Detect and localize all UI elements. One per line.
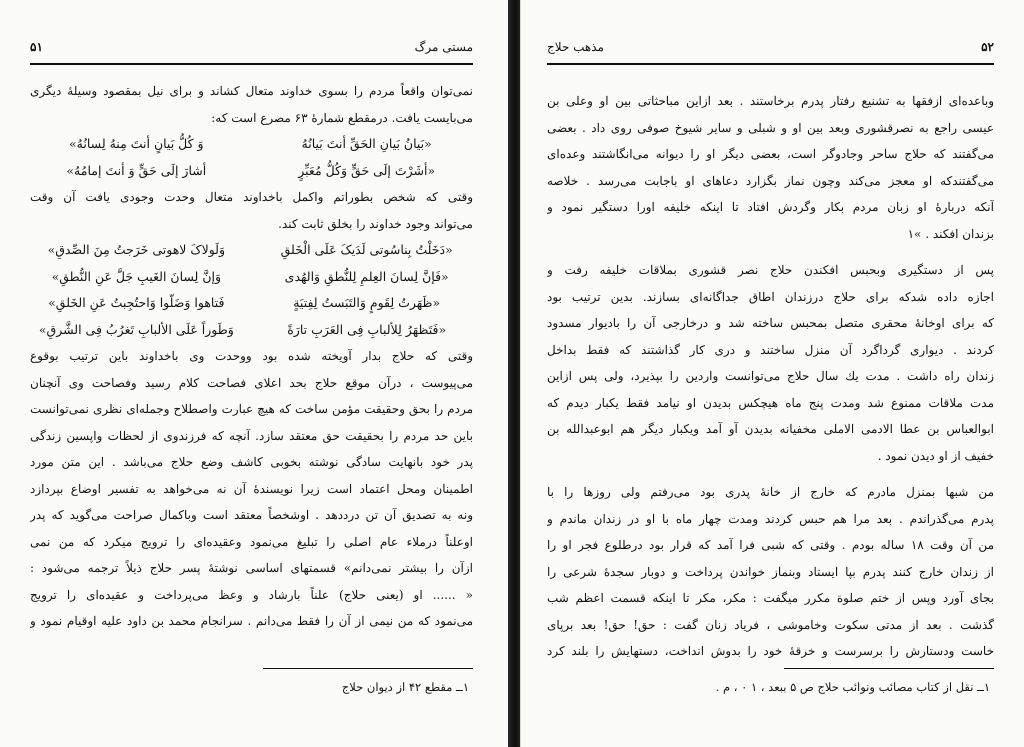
text-line: خاست ودستارش را برسرست و خرقهٔ خود را بدوش انداخت، دستهایش را بلند کرد	[547, 644, 994, 658]
text-line: می‌پیوست ، درآن موقع حلاج بحد اعلای فصاحت کلام رسید وفصاحت وی آنچنان	[30, 375, 473, 390]
text-line: اجازه داده شدکه برای حلاج درزندان اطاق جداگانه‌ای بسازند. بدین ترتیب بود	[547, 289, 994, 304]
text-line: می‌بایست یافت. درمقطع شمارهٔ ۶۳ مصرع است که:	[211, 110, 473, 125]
text-line: اطمینان ومحل اعتماد است زیرا نویسندهٔ آن نه می‌خواهد به تفسیر اوضاع بپردازد	[30, 481, 473, 496]
hemistich: وَ کُلُّ بَیانٍ أنتَ مِنهُ لِسانُهُ»	[69, 136, 204, 151]
hemistich: «فَإنَّ لِسانَ العِلمِ لِلنُّطقِ وَالهُدی	[284, 268, 449, 284]
hemistich: «دَخَلْتُ بِناسُوتی لَدَیکَ عَلَی الْخَلقِ	[280, 242, 453, 257]
text-line: می‌گفتندکه او معجز می‌کند وچون نماز بگزارد دعاهای او باجابت می‌رسد . خلاصه	[547, 173, 994, 188]
hemistich: فَتاهوا وَضَلّوا وَاحتُجِبتُ عَنِ الخَلقِ»	[48, 295, 225, 310]
page-number: ۵۲	[981, 40, 994, 54]
text-line: نمی‌توان واقعاً مردم را بسوی خداوند متعال کشاند و برای نیل بمقصود وسیلهٔ دیگری	[30, 84, 473, 98]
text-line: پدرم می‌گذراندم . بعد مرا هم حبس کردند ومدت چهار ماه با او در زندان ماندم و	[547, 511, 994, 526]
text-line: می‌گفتند که حلاج ساحر وجادوگر است، بعضی دیگر او را دیوانه می‌انگاشتند وعده‌ای	[547, 147, 994, 161]
text-line: وباعده‌ای ازفقها به تشنیع رفتار پدرم برخاستند . بعد ازاین مباحثاتی بین او وعلی بن	[547, 94, 994, 108]
text-line: مدت ملاقات ممنوع شد ومدت پنج ماه هیچکس بدیدن او نیامد فقط یکبار دیدم که	[547, 395, 994, 410]
footnote-rule	[263, 668, 473, 669]
text-line: اوعلناً درملاء عام اصلی را تبلیغ می‌نمود وعقیده‌ای را ترویج میکرد که من نمی	[30, 534, 473, 549]
text-line: از زندان خارج کنند پدرم بپا ایستاد وبنماز خواندن پرداخت و دوبار سجدهٔ شرعی را	[547, 564, 994, 579]
running-title: مذهب حلاج	[547, 40, 604, 54]
text-line: من آن وقت ۱۸ ساله بودم . وقتی که شبی فرا آمد که قرار بود درطلوع فجر او را	[547, 538, 994, 552]
text-line: ونه به تصدیق آن تن درددهد . اوشخصاً معتقد است وباکمال صراحت می‌گوید که پدر	[30, 508, 473, 522]
text-line: ابوالعباس بن عطا الادمی الاملی مخفیانه بدیدن آو آمد ویکبار دیگر هم ابوعبدالله بن	[547, 422, 994, 436]
right-page-body	[547, 88, 994, 665]
text-line: من شبها بمنزل مادرم که خارج از خانهٔ پدری بود می‌رفتم ولی روزها را با	[547, 485, 994, 499]
left-page	[0, 0, 510, 747]
verse	[30, 290, 473, 317]
header-rule	[30, 63, 473, 65]
text-line: وقتی که حلاج بدار آویخته شده بود ووحدت وی باخداوند باین ترتیب بوقوع	[30, 349, 473, 363]
text-line: عیسی راجع به نصرقشوری وبعد بین او و شبلی و سایر شیوخ صوفی روی داد . بعضی	[547, 120, 994, 135]
text-line: « ...... او (یعنی حلاج) علناً بارشاد و وعظ می‌پرداخت و عقیده‌ای را ترویج	[30, 587, 473, 602]
hemistich: «ظَهَرتُ لِقَومٍ وَالتَبَستُ لِفِتیَةٍ	[293, 295, 441, 310]
left-page-body	[30, 78, 473, 635]
right-page	[520, 0, 1024, 747]
hemistich: وَإنَّ لِسانَ الغَیبِ جَلَّ عَنِ النُّطقِ»	[51, 268, 222, 284]
header-rule	[547, 63, 994, 65]
verse	[30, 237, 473, 264]
hemistich: وَطَوراً عَلَی الألبابِ تَغرُبُ فِی الشَّرقِ»	[38, 321, 234, 337]
running-title: مستی مرگ	[414, 40, 473, 54]
hemistich: «بَیانُ بَیانِ الحَقِّ أنتَ بَیانُهُ	[301, 136, 432, 151]
text-line: ازآن را بیشتر نمی‌دانم» قسمتهای اساسی نوشتهٔ پسر حلاج ذیلاً ترجمه می‌شود :	[30, 561, 473, 575]
text-line: می‌نمود که من نیمی از آن را فقط می‌دانم . سرانجام محمد بن داود علیه اوقیام نمود و	[30, 614, 473, 628]
text-line: می‌تواند وجود خداوند را بخلق ثابت کند.	[278, 216, 473, 231]
hemistich: «فَتَظهَرُ لِلألبابِ فِی العَرَبِ تارَةً	[287, 321, 447, 337]
text-line: گذشت . بعد از مدتی سکوت وخاموشی ، فریاد زنان گفت : حق! حق! بعد برپای	[547, 617, 994, 632]
text-line: وقتی که شخص بطوراتم واکمل باخداوند متعال وحدت وجودی یافت آن وقت	[30, 190, 473, 204]
text-line: بجای آورد وپس از ختم صلوة مکرر میگفت : مکر، مکر تا اینکه قسمت اعظم شب	[547, 591, 994, 605]
text-line: بزندان افکند . »۱	[907, 226, 994, 241]
left-page-header	[30, 40, 473, 60]
page-number: ۵۱	[30, 40, 43, 54]
text-line: آنکه دربارهٔ او زبان مردم بکار وگردش افتاد تا اینکه خلیفه اورا دستگیر نمود و	[547, 200, 994, 214]
hemistich: «أشَرْتَ إلَی حَقٍّ وَکُلُّ مُعَبِّرٍ	[298, 162, 436, 178]
paragraph-gap	[547, 469, 994, 479]
text-line: زندان راه داشت . مدت یك سال حلاج می‌توانست واردین را بپذیرد، ولی پس ازاین	[547, 369, 994, 383]
text-line: پس از دستگیری وبحبس افکندن حلاج نصر قشوری بملاقات خلیفه رفت و	[547, 263, 994, 277]
verse	[30, 317, 473, 344]
footnote-rule	[784, 668, 994, 669]
footnote: ۱ــ نقل از کتاب مصائب ونوائب حلاج ص ۵ ببعد ، ۱ ۰ ، م .	[715, 680, 990, 694]
paragraph-gap	[547, 247, 994, 257]
text-line: باین حد مردم را بحقیقت حق معتقد سازد. آنچه که فرزندوی از لحظات واپسین زندگی	[30, 428, 473, 443]
right-page-header	[547, 40, 994, 60]
text-line: پدر خود بانهایت سادگی نوشته بخوبی کاشف وضع حلاج می‌باشد . این متن مورد	[30, 455, 473, 469]
verse	[30, 131, 473, 158]
text-line: که برای اوخانهٔ محقری متصل بمحبس ساخته شد و درخارجی آن را بادیوار مسدود	[547, 316, 994, 330]
hemistich: أشارَ إلَی حَقٍّ وَ أنتَ إمامُهُ»	[66, 162, 207, 178]
text-line: کردند . دیواری گرداگرد آن منزل ساختند و دری کار گذاشتند که فقط بداخل	[547, 342, 994, 357]
verse	[30, 264, 473, 291]
text-line: خفیف از او دیدن نمود .	[877, 448, 994, 463]
verse	[30, 158, 473, 185]
footnote: ۱ــ مقطع ۴۲ از دیوان حلاج	[341, 680, 469, 694]
text-line: مردم را بحق وحقیقت مؤمن ساخت که هیچ عبارت واصطلاح وجمله‌ای نظری نمی‌توانست	[30, 402, 473, 416]
hemistich: وَلَولاکَ لاهوتی خَرَجتُ مِنَ الصِّدقِ»	[47, 242, 226, 257]
